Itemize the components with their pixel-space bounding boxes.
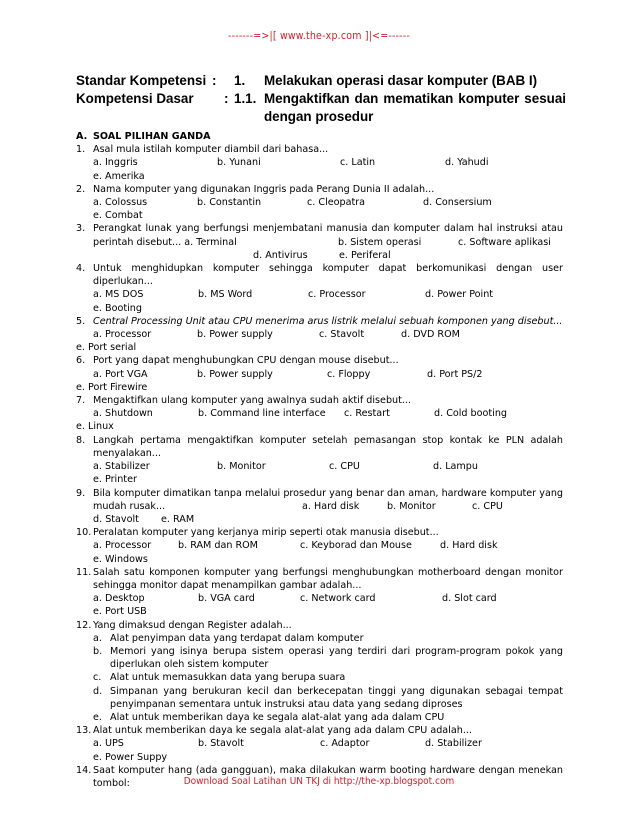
text-fragment: Untuk menghidupkan komputer sehingga komputer dapat berkomunikasi dengan user diperlukan... bbox=[93, 263, 563, 288]
text-fragment: A. bbox=[76, 131, 88, 142]
text-fragment: c. Software aplikasi bbox=[458, 236, 551, 248]
text-fragment: d. Hard disk bbox=[440, 540, 498, 552]
question bbox=[76, 619, 563, 632]
text-fragment: c. CPU bbox=[472, 500, 503, 512]
question bbox=[76, 143, 563, 156]
standard-text: Melakukan operasi dasar komputer (BAB I) bbox=[264, 73, 538, 88]
text-fragment: e. Port USB bbox=[93, 606, 147, 618]
text-fragment: 2. bbox=[76, 183, 86, 195]
text-fragment: b. Monitor bbox=[387, 500, 436, 512]
text-fragment: e. Linux bbox=[76, 421, 114, 433]
text-fragment: a. Colossus bbox=[93, 197, 148, 209]
text-fragment: a. Stabilizer bbox=[93, 461, 150, 473]
options bbox=[76, 156, 563, 182]
question-list bbox=[76, 130, 563, 790]
text-fragment: a. Processor bbox=[93, 540, 152, 552]
question bbox=[76, 526, 563, 539]
text-fragment: c. Stavolt bbox=[319, 329, 365, 341]
text-fragment: d. Port PS/2 bbox=[427, 368, 483, 380]
question bbox=[76, 315, 563, 328]
text-fragment: d. bbox=[93, 685, 103, 697]
text-fragment: d. Yahudi bbox=[445, 157, 489, 169]
text-fragment: a. Shutdown bbox=[93, 408, 153, 420]
sub-option bbox=[76, 685, 563, 711]
text-fragment: a. UPS bbox=[93, 738, 124, 750]
text-fragment: 13. bbox=[76, 725, 92, 737]
text-fragment: d. Lampu bbox=[433, 461, 478, 473]
text-fragment: Langkah pertama mengaktifkan komputer setelah pemasangan stop kontak ke PLN adalah menyalakan... bbox=[93, 434, 563, 459]
options bbox=[76, 368, 563, 394]
text-fragment: a. Inggris bbox=[93, 157, 138, 169]
text-fragment: e. RAM bbox=[161, 513, 195, 525]
options bbox=[76, 196, 563, 222]
text-fragment: e. Booting bbox=[93, 302, 142, 314]
text-fragment: 10. bbox=[76, 527, 92, 539]
sub-option bbox=[76, 645, 563, 671]
text-fragment: Peralatan komputer yang kerjanya mirip seperti otak manusia disebut... bbox=[93, 527, 439, 539]
text-fragment: 9. bbox=[76, 487, 86, 499]
text-fragment: b. RAM dan ROM bbox=[178, 540, 258, 552]
options bbox=[76, 513, 563, 526]
options bbox=[76, 737, 563, 763]
text-fragment: Memori yang isinya berupa sistem operasi yang terdiri dari program-program pokok yang diperlukan oleh sistem komputer bbox=[110, 645, 563, 671]
text-fragment: c. Keyborad dan Mouse bbox=[300, 540, 412, 552]
text-fragment: 6. bbox=[76, 355, 86, 367]
sub-option bbox=[76, 671, 563, 684]
text-fragment: d. Stabilizer bbox=[425, 738, 482, 750]
question bbox=[76, 434, 563, 460]
text-fragment: b. Stavolt bbox=[198, 738, 244, 750]
text-fragment: b. VGA card bbox=[198, 593, 255, 605]
footer-link[interactable]: Download Soal Latihan UN TKJ di http://the-xp.blogspot.com bbox=[183, 776, 455, 787]
question bbox=[76, 566, 563, 592]
text-fragment: SOAL PILIHAN GANDA bbox=[93, 131, 211, 142]
competency-block bbox=[76, 72, 566, 126]
text-fragment: Mengaktifkan ulang komputer yang awalnya sudah aktif disebut... bbox=[93, 395, 412, 407]
header-link[interactable]: -------=>|[ www.the-xp.com ]|<=------ bbox=[227, 30, 410, 42]
text-fragment: Alat penyimpan data yang terdapat dalam komputer bbox=[110, 632, 364, 644]
section-heading bbox=[76, 130, 563, 143]
text-fragment: e. Periferal bbox=[339, 249, 391, 261]
text-fragment: 1. bbox=[76, 144, 86, 156]
text-fragment: b. Command line interface bbox=[198, 408, 326, 420]
text-fragment: a. bbox=[93, 632, 102, 644]
text-fragment: e. Power Suppy bbox=[93, 751, 168, 763]
text-fragment: d. Consersium bbox=[423, 197, 492, 209]
text-fragment: a. Processor bbox=[93, 329, 152, 341]
sub-option bbox=[76, 632, 563, 645]
text-fragment: Nama komputer yang digunakan Inggris pada Perang Dunia II adalah... bbox=[93, 183, 435, 195]
text-fragment: c. Floppy bbox=[327, 368, 371, 380]
text-fragment: 11. bbox=[76, 566, 92, 578]
text-fragment: Perangkat lunak yang berfungsi menjembatani manusia dan komputer dalam hal instruksi atau perintah disebut... a. Terminal bbox=[93, 223, 563, 248]
text-fragment: Alat untuk memberikan daya ke segala alat-alat yang ada dalam CPU bbox=[110, 711, 445, 723]
text-fragment: 12. bbox=[76, 619, 92, 631]
text-fragment: e. Windows bbox=[93, 553, 148, 565]
text-fragment: c. Cleopatra bbox=[307, 197, 366, 209]
text-fragment: b. Monitor bbox=[217, 461, 266, 473]
text-fragment: Alat untuk memasukkan data yang berupa suara bbox=[110, 672, 346, 684]
text-fragment: d. DVD ROM bbox=[401, 329, 460, 341]
text-fragment: Saat komputer hang (ada gangguan), maka dilakukan warm booting hardware dengan menekan tombol: bbox=[93, 764, 563, 789]
text-fragment: b. Power supply bbox=[197, 329, 273, 341]
text-fragment: d. Antivirus bbox=[253, 249, 308, 261]
text-fragment: a. Hard disk bbox=[302, 500, 360, 512]
text-fragment: Bila komputer dimatikan tanpa melalui prosedur yang benar dan aman, hardware komputer yang mudah rusak... bbox=[93, 487, 563, 512]
standard-label: Standar Kompetensi bbox=[76, 73, 207, 88]
text-fragment: d. Slot card bbox=[442, 593, 497, 605]
text-fragment: e. Amerika bbox=[93, 170, 145, 182]
options bbox=[76, 460, 563, 486]
question bbox=[76, 354, 563, 367]
options bbox=[76, 288, 563, 314]
text-fragment: a. Desktop bbox=[93, 593, 145, 605]
options bbox=[76, 592, 563, 618]
text-fragment: 5. bbox=[76, 315, 86, 327]
question bbox=[76, 724, 563, 737]
text-fragment: Alat untuk memberikan daya ke segala alat-alat yang ada dalam CPU adalah... bbox=[93, 725, 472, 737]
text-fragment: Simpanan yang berukuran kecil dan berkecepatan tinggi yang digunakan sebagai tempat penyimpanan sementara untuk instruksi atau data yang sedang diproses bbox=[110, 685, 563, 710]
text-fragment: e. bbox=[93, 711, 102, 723]
text-fragment: 8. bbox=[76, 434, 86, 446]
text-fragment: a. Port VGA bbox=[93, 368, 148, 380]
text-fragment: c. Latin bbox=[340, 157, 376, 169]
text-fragment: Salah satu komponen komputer yang berfungsi menghubungkan motherboard dengan monitor sehingga monitor dapat menampilkan gambar adalah... bbox=[93, 566, 563, 591]
text-fragment: 4. bbox=[76, 263, 86, 275]
text-fragment: 3. bbox=[76, 223, 86, 235]
text-fragment: Central Processing Unit atau CPU menerima arus listrik melalui sebuah komponen yang disebut... bbox=[93, 315, 563, 327]
text-fragment: c. Adaptor bbox=[320, 738, 370, 750]
options bbox=[76, 539, 563, 565]
text-fragment: 14. bbox=[76, 764, 92, 776]
standard-row: Standar Kompetensi : 1. Melakukan operasi dasar komputer (BAB I) bbox=[76, 72, 566, 90]
options bbox=[76, 249, 563, 262]
text-fragment: d. Cold booting bbox=[434, 408, 507, 420]
text-fragment: c. CPU bbox=[329, 461, 360, 473]
text-fragment: Yang dimaksud dengan Register adalah... bbox=[93, 619, 292, 631]
text-fragment: c. Network card bbox=[300, 593, 376, 605]
question bbox=[76, 262, 563, 288]
text-fragment: Asal mula istilah komputer diambil dari bahasa... bbox=[93, 144, 329, 156]
question bbox=[76, 394, 563, 407]
text-fragment: b. MS Word bbox=[198, 289, 253, 301]
text-fragment: a. MS DOS bbox=[93, 289, 144, 301]
competency-row: Kompetensi Dasar : 1.1. Mengaktifkan dan mematikan komputer sesuai dengan prosedur bbox=[76, 91, 566, 124]
competency-text: Mengaktifkan dan mematikan komputer sesuai dengan prosedur bbox=[264, 91, 566, 124]
text-fragment: b. Power supply bbox=[197, 368, 273, 380]
text-fragment: b. Sistem operasi bbox=[338, 236, 422, 248]
options bbox=[76, 328, 563, 354]
text-fragment: e. Port Firewire bbox=[76, 381, 148, 393]
text-fragment: c. Processor bbox=[308, 289, 366, 301]
competency-label: Kompetensi Dasar bbox=[76, 91, 194, 106]
text-fragment: d. Stavolt bbox=[93, 513, 139, 525]
sub-option bbox=[76, 711, 563, 724]
question bbox=[76, 183, 563, 196]
text-fragment: b. Constantin bbox=[197, 197, 262, 209]
text-fragment: e. Port serial bbox=[76, 342, 137, 354]
text-fragment: e. Printer bbox=[93, 474, 137, 486]
text-fragment: c. Restart bbox=[344, 408, 390, 420]
text-fragment: e. Combat bbox=[93, 210, 143, 222]
options bbox=[76, 407, 563, 433]
text-fragment: d. Power Point bbox=[425, 289, 494, 301]
text-fragment: b. bbox=[93, 645, 103, 657]
text-fragment: b. Yunani bbox=[217, 157, 261, 169]
text-fragment: 7. bbox=[76, 395, 86, 407]
text-fragment: Port yang dapat menghubungkan CPU dengan mouse disebut... bbox=[93, 355, 399, 367]
text-fragment: c. bbox=[93, 672, 102, 684]
